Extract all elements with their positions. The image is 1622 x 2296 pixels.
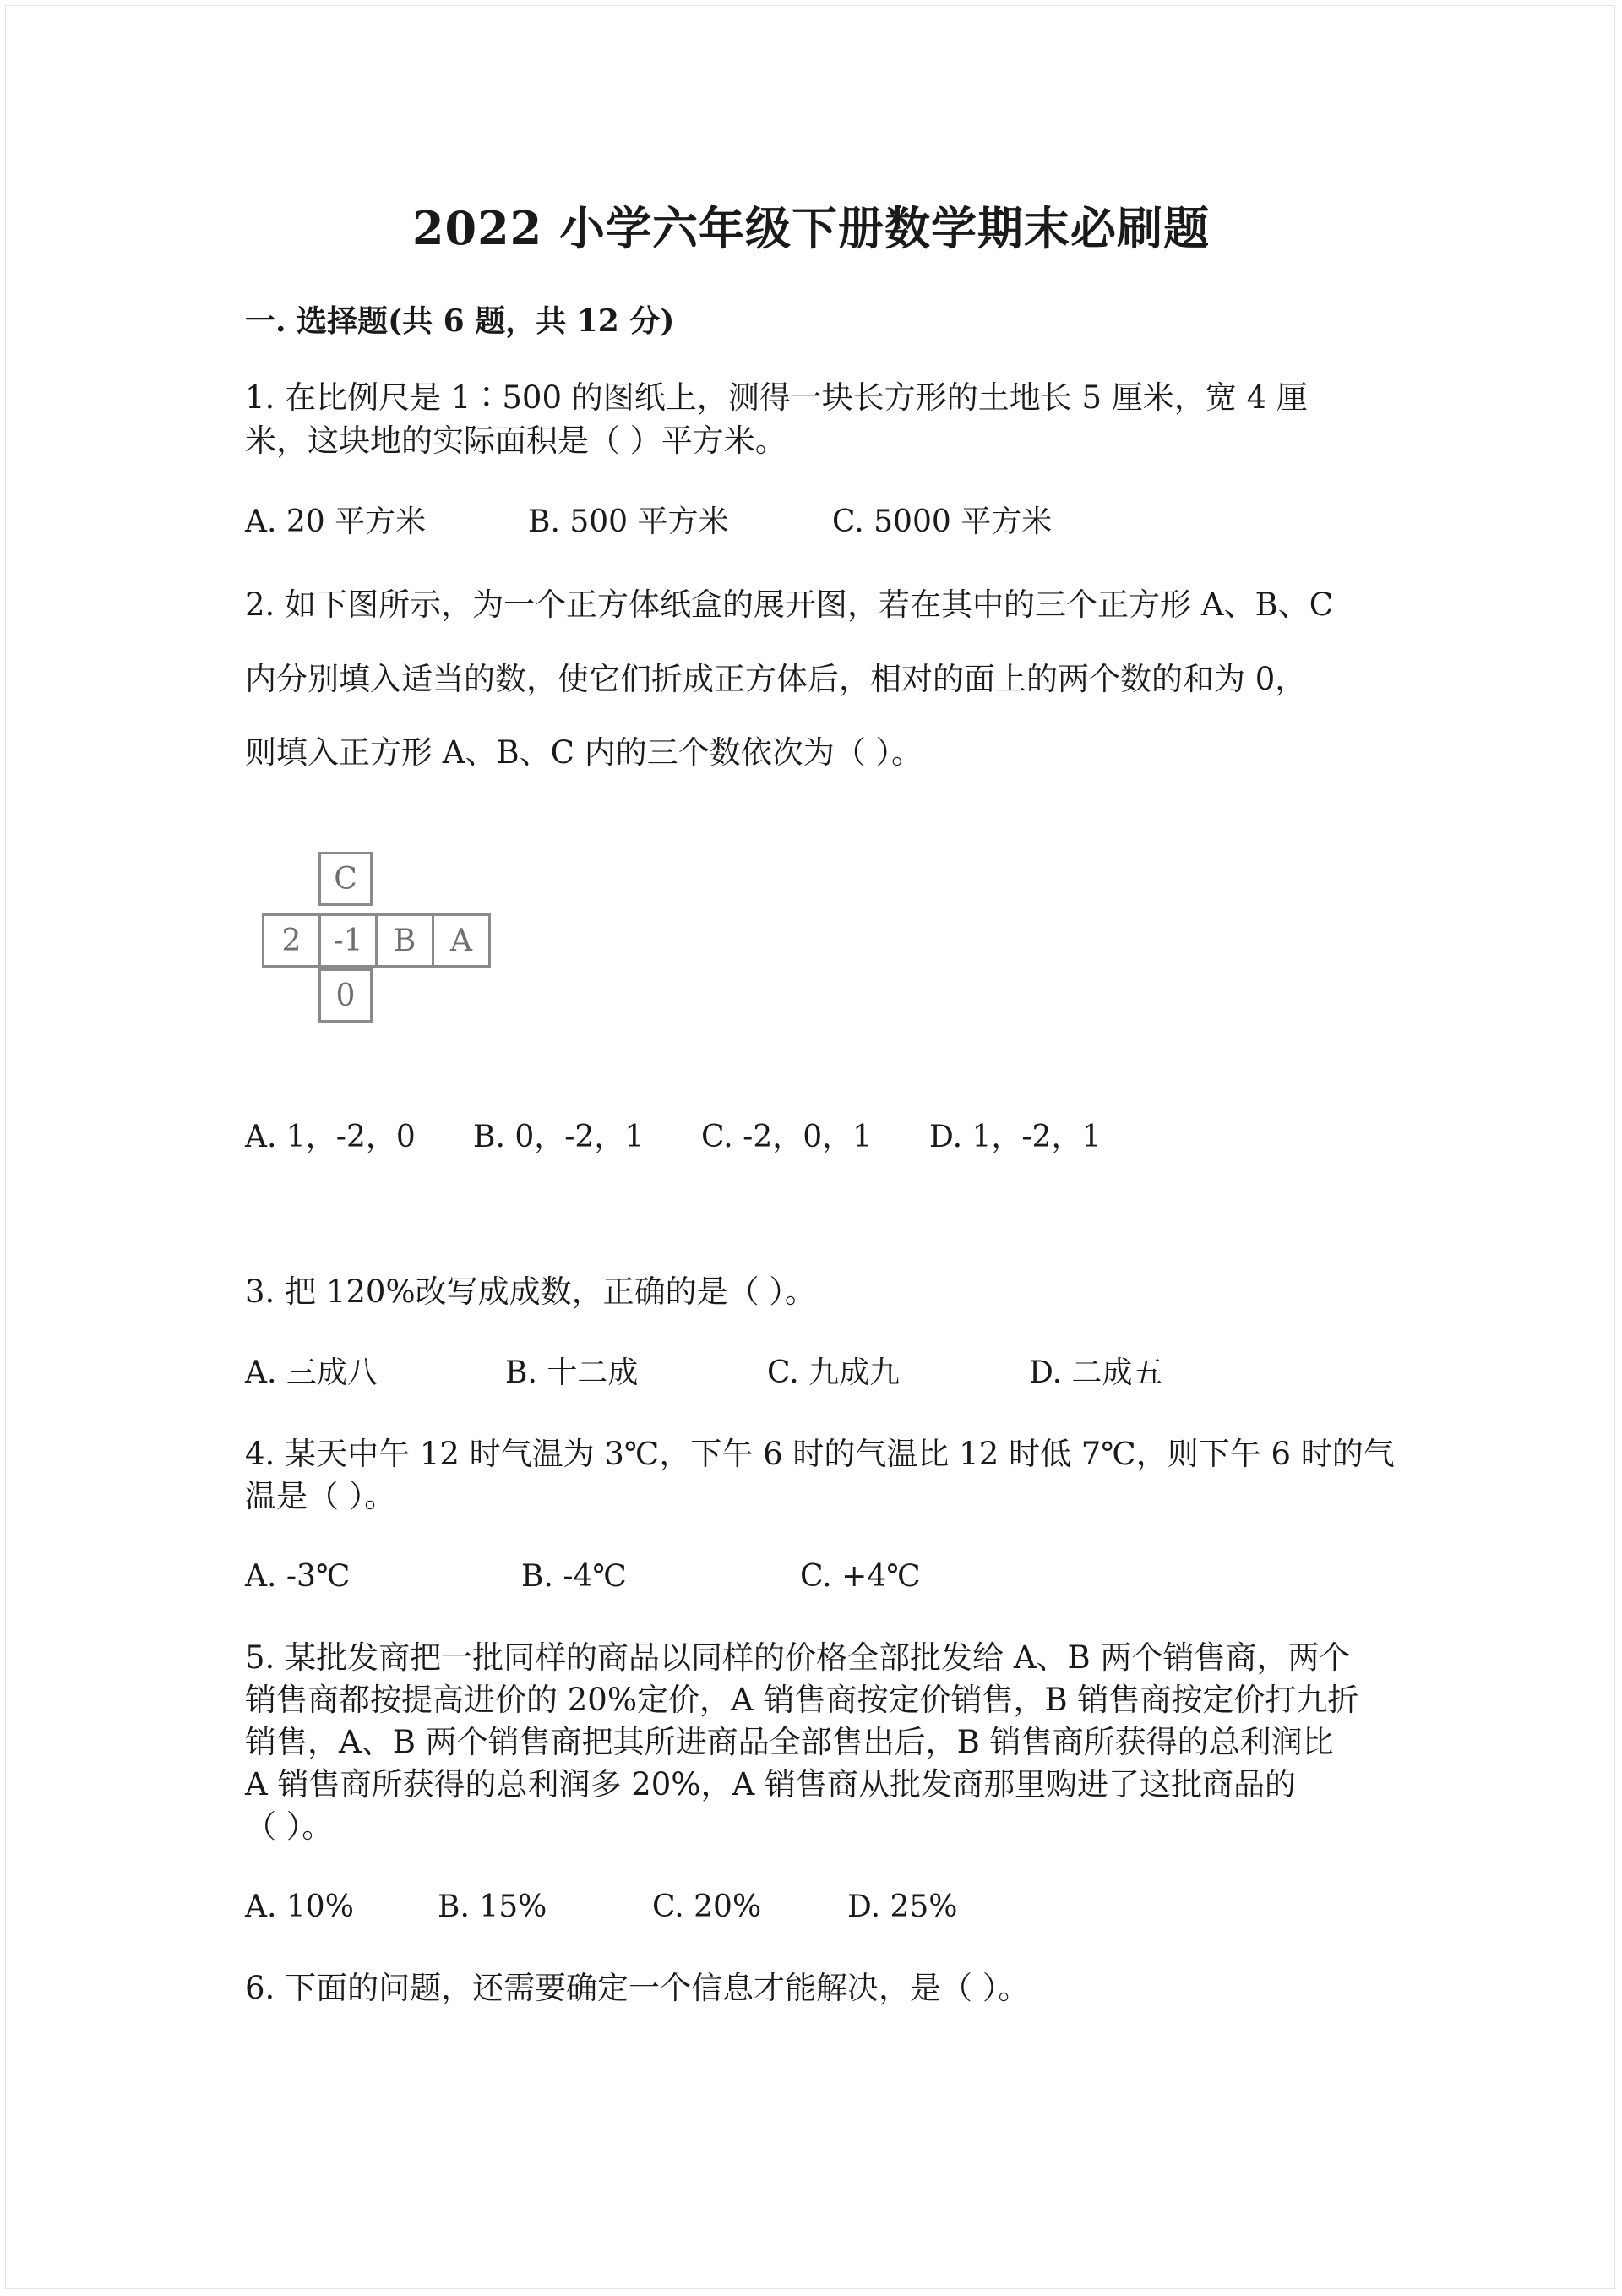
question-5-line-1: 5. 某批发商把一批同样的商品以同样的价格全部批发给 A、B 两个销售商，两个 [245, 1639, 1351, 1676]
question-3-option-a: A. 三成八 [245, 1355, 378, 1390]
question-3-option-b: B. 十二成 [505, 1355, 639, 1390]
question-4-line-2: 温是（ ）。 [245, 1478, 396, 1514]
question-2-option-a: A. 1，-2，0 [245, 1120, 416, 1154]
question-1-option-b: B. 500 平方米 [528, 504, 729, 539]
section-heading: 一. 选择题(共 6 题，共 12 分) [245, 303, 675, 339]
net-cell-left: 2 [262, 913, 321, 968]
question-4-option-c: C. +4℃ [800, 1559, 921, 1594]
net-cell-bottom: 0 [318, 968, 373, 1023]
question-5-line-4: A 销售商所获得的总利润多 20%，A 销售商从批发商那里购进了这批商品的 [245, 1766, 1296, 1802]
question-3-option-c: C. 九成九 [767, 1355, 901, 1390]
question-5-line-2: 销售商都按提高进价的 20%定价，A 销售商按定价销售，B 销售商按定价打九折 [245, 1682, 1359, 1718]
question-2-option-c: C. -2，0，1 [701, 1120, 873, 1154]
page-title: 2022 小学六年级下册数学期末必刷题 [411, 201, 1211, 255]
net-cell-b: B [375, 913, 434, 968]
net-cell-top: C [318, 852, 373, 906]
net-cell-center: -1 [318, 913, 378, 968]
question-6-line-1: 6. 下面的问题，还需要确定一个信息才能解决，是（ ）。 [245, 1970, 1030, 2006]
question-2-option-b: B. 0，-2，1 [473, 1120, 645, 1154]
question-5-line-5: （ ）。 [245, 1808, 334, 1845]
question-5-line-3: 销售，A、B 两个销售商把其所进商品全部售出后，B 销售商所获得的总利润比 [245, 1724, 1334, 1760]
question-3-option-d: D. 二成五 [1029, 1355, 1163, 1390]
cube-net-figure [262, 852, 494, 1025]
question-4-line-1: 4. 某天中午 12 时气温为 3℃，下午 6 时的气温比 12 时低 7℃，则下午 6 时的气 [245, 1436, 1395, 1472]
question-1-option-a: A. 20 平方米 [245, 504, 427, 539]
question-2-line-3: 则填入正方形 A、B、C 内的三个数依次为（ ）。 [245, 734, 923, 771]
question-2-line-2: 内分别填入适当的数，使它们折成正方体后，相对的面上的两个数的和为 0， [245, 661, 1307, 697]
question-1-option-c: C. 5000 平方米 [832, 504, 1053, 539]
question-4-option-a: A. -3℃ [245, 1559, 351, 1594]
question-3-line-1: 3. 把 120%改写成成数，正确的是（ ）。 [245, 1273, 816, 1310]
question-2-option-d: D. 1，-2，1 [929, 1120, 1102, 1154]
question-5-option-a: A. 10% [245, 1890, 354, 1924]
question-4-option-b: B. -4℃ [521, 1559, 627, 1594]
question-5-option-c: C. 20% [652, 1890, 762, 1924]
question-2-line-1: 2. 如下图所示，为一个正方体纸盒的展开图，若在其中的三个正方形 A、B、C [245, 586, 1334, 623]
question-1-line-2: 米，这块地的实际面积是（ ）平方米。 [245, 423, 787, 459]
net-cell-a: A [432, 913, 491, 968]
question-5-option-d: D. 25% [847, 1890, 958, 1924]
question-1-line-1: 1. 在比例尺是 1∶500 的图纸上，测得一块长方形的土地长 5 厘米，宽 4 厘 [245, 379, 1308, 416]
question-5-option-b: B. 15% [438, 1890, 547, 1924]
